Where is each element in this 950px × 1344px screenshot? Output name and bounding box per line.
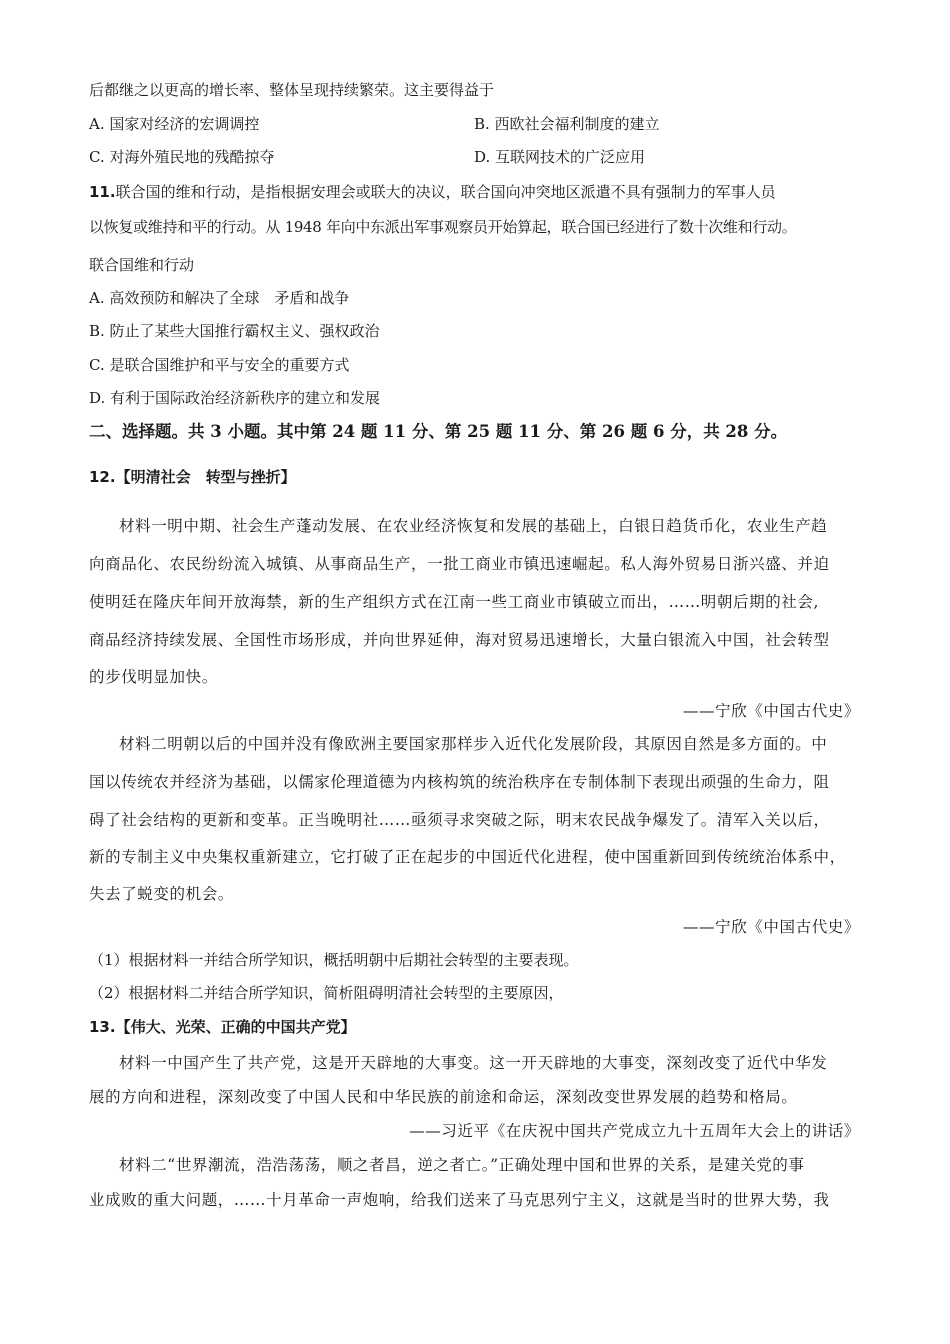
q13-material1-line-2: 展的方向和进程，深刻改变了中国人民和中华民族的前途和命运，深刻改变世界发展的趋势和格局。	[89, 1088, 798, 1106]
q10-stem-tail: 后都继之以更高的增长率、整体呈现持续繁荣。这主要得益于	[89, 81, 495, 99]
q13-material2-line-2: 业成败的重大问题，……十月革命一声炮响，给我们送来了马克思列宁主义，这就是当时的世界大势，我	[89, 1191, 830, 1209]
q12-title: 12.【明清社会 转型与挫折】	[89, 468, 296, 486]
q12-material1-line-3: 使明廷在隆庆年间开放海禁，新的生产组织方式在江南一些工商业市镇破立而出，……明朝后期的社会,	[89, 593, 820, 611]
q12-material1-line-4: 商品经济持续发展、全国性市场形成，并向世界延伸，海对贸易迅速增长，大量白银流入中国，社会转型	[89, 631, 830, 649]
q11-stem-line-2: 以恢复或维持和平的行动。从 1948 年向中东派出军事观察员开始算起，联合国已经进行了数十次维和行动。	[89, 218, 797, 236]
q13-material1-line-1: 材料一中国产生了共产党，这是开天辟地的大事变。这一开天辟地的大事变，深刻改变了近代中华发	[119, 1054, 828, 1072]
q12-material1-line-2: 向商品化、农民纷纷流入城镇、从事商品生产，一批工商业市镇迅速崛起。私人海外贸易日浙兴盛、并迫	[89, 555, 830, 573]
q12-source-2: ——宁欣《中国古代史》	[682, 918, 860, 936]
q12-material2-line-2: 国以传统农并经济为基础，以儒家伦理道德为内核构筑的统治秩序在专制体制下表现出顽强的生命力，阻	[89, 773, 830, 791]
q13-source-1: ——习近平《在庆祝中国共产党成立九十五周年大会上的讲话》	[409, 1122, 860, 1140]
q12-material2-line-3: 碍了社会结构的更新和变革。正当晚明社……亟须寻求突破之际，明末农民战争爆发了。清军入关以后，	[89, 811, 830, 829]
q13-title: 13.【伟大、光荣、正确的中国共产党】	[89, 1018, 356, 1036]
q13-material2-line-1: 材料二“世界潮流，浩浩荡荡，顺之者昌，逆之者亡。”正确处理中国和世界的关系，是建关党的事	[119, 1156, 805, 1174]
q13-number: 13.	[89, 1018, 116, 1036]
q12-subquestion-1: （1）根据材料一并结合所学知识，概括明朝中后期社会转型的主要表现。	[89, 951, 579, 969]
q10-option-a[interactable]: A. 国家对经济的宏调调控	[89, 115, 260, 133]
q12-material2-line-4: 新的专制主义中央集权重新建立，它打破了正在起步的中国近代化进程，使中国重新回到传统统治体系中，	[89, 848, 846, 866]
q11-option-a[interactable]: A. 高效预防和解决了全球 矛盾和战争	[89, 289, 350, 307]
q10-option-d[interactable]: D. 互联网技术的广泛应用	[474, 148, 646, 166]
q12-material1-line-1: 材料一明中期、社会生产蓬动发展、在农业经济恢复和发展的基础上，白银日趋货币化，农业生产趋	[119, 517, 828, 535]
q10-option-b[interactable]: B. 西欧社会福利制度的建立	[474, 115, 660, 133]
q12-material1-line-5: 的步伐明显加快。	[89, 668, 218, 686]
q11-option-c[interactable]: C. 是联合国维护和平与安全的重要方式	[89, 356, 350, 374]
q11-number: 11.	[89, 183, 116, 201]
q11-stem-line-3: 联合国维和行动	[89, 256, 195, 274]
q12-material2-line-1: 材料二明朝以后的中国并没有像欧洲主要国家那样步入近代化发展阶段，其原因自然是多方面的。中	[119, 735, 828, 753]
q12-source-1: ——宁欣《中国古代史》	[682, 702, 860, 720]
section-heading: 二、选择题。共 3 小题。其中第 24 题 11 分、第 25 题 11 分、第 26 题 6 分，共 28 分。	[89, 422, 788, 441]
q12-subquestion-2: （2）根据材料二并结合所学知识，简析阻碍明清社会转型的主要原因，	[89, 984, 564, 1002]
q11-option-b[interactable]: B. 防止了某些大国推行霸权主义、强权政治	[89, 322, 380, 340]
q10-option-c[interactable]: C. 对海外殖民地的残酷掠夺	[89, 148, 275, 166]
q12-number: 12.	[89, 468, 116, 486]
q11-option-d[interactable]: D. 有利于国际政治经济新秩序的建立和发展	[89, 389, 381, 407]
q11-stem-line-1: 11.联合国的维和行动，是指根据安理会或联大的决议，联合国向冲突地区派遣不具有强制力的军事人员	[89, 183, 776, 201]
q12-material2-line-5: 失去了蜕变的机会。	[89, 885, 234, 903]
